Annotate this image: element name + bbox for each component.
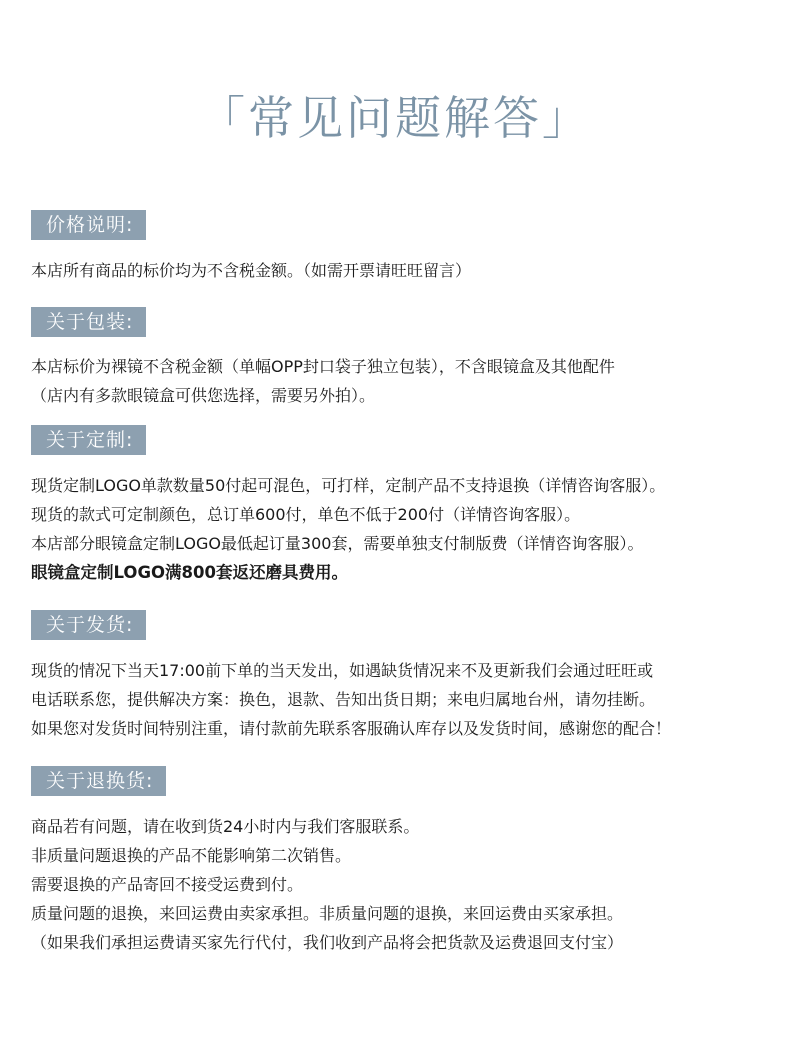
section-tag-returns: 关于退换货:: [31, 766, 166, 796]
customization-line-3: 本店部分眼镜盒定制LOGO最低起订量300套，需要单独支付制版费（详情咨询客服）。: [31, 534, 644, 553]
shipping-line-1: 现货的情况下当天17:00前下单的当天发出，如遇缺货情况来不及更新我们会通过旺旺或: [31, 661, 654, 680]
section-tag-shipping: 关于发货:: [31, 610, 146, 640]
packaging-line-2: （店内有多款眼镜盒可供您选择，需要另外拍）。: [31, 386, 376, 405]
page-title: 「常见问题解答」: [199, 91, 591, 145]
section-customization: [31, 425, 771, 587]
returns-line-2: 非质量问题退换的产品不能影响第二次销售。: [31, 846, 352, 865]
returns-line-5: （如果我们承担运费请买家先行代付，我们收到产品将会把货款及运费退回支付宝）: [31, 933, 624, 952]
customization-line-1: 现货定制LOGO单款数量50付起可混色，可打样，定制产品不支持退换（详情咨询客服）。: [31, 476, 666, 495]
section-returns: [31, 766, 771, 957]
customization-line-2: 现货的款式可定制颜色，总订单600付，单色不低于200付（详情咨询客服）。: [31, 505, 581, 524]
packaging-line-1: 本店标价为裸镜不含税金额（单幅OPP封口袋子独立包装），不含眼镜盒及其他配件: [31, 357, 615, 376]
returns-line-4: 质量问题的退换，来回运费由卖家承担。非质量问题的退换，来回运费由买家承担。: [31, 904, 624, 923]
section-price: [31, 210, 771, 285]
section-tag-packaging: 关于包装:: [31, 307, 146, 337]
price-line-1: 本店所有商品的标价均为不含税金额。（如需开票请旺旺留言）: [31, 261, 472, 280]
returns-line-3: 需要退换的产品寄回不接受运费到付。: [31, 875, 304, 894]
customization-line-4: 眼镜盒定制LOGO满800套返还磨具费用。: [31, 563, 348, 582]
section-tag-price: 价格说明:: [31, 210, 146, 240]
section-shipping: [31, 610, 771, 743]
shipping-line-3: 如果您对发货时间特别注重，请付款前先联系客服确认库存以及发货时间，感谢您的配合！: [31, 719, 672, 738]
section-packaging: [31, 307, 771, 410]
returns-line-1: 商品若有问题，请在收到货24小时内与我们客服联系。: [31, 817, 420, 836]
section-tag-customization: 关于定制:: [31, 425, 146, 455]
shipping-line-2: 电话联系您，提供解决方案：换色，退款、告知出货日期；来电归属地台州，请勿挂断。: [31, 690, 656, 709]
